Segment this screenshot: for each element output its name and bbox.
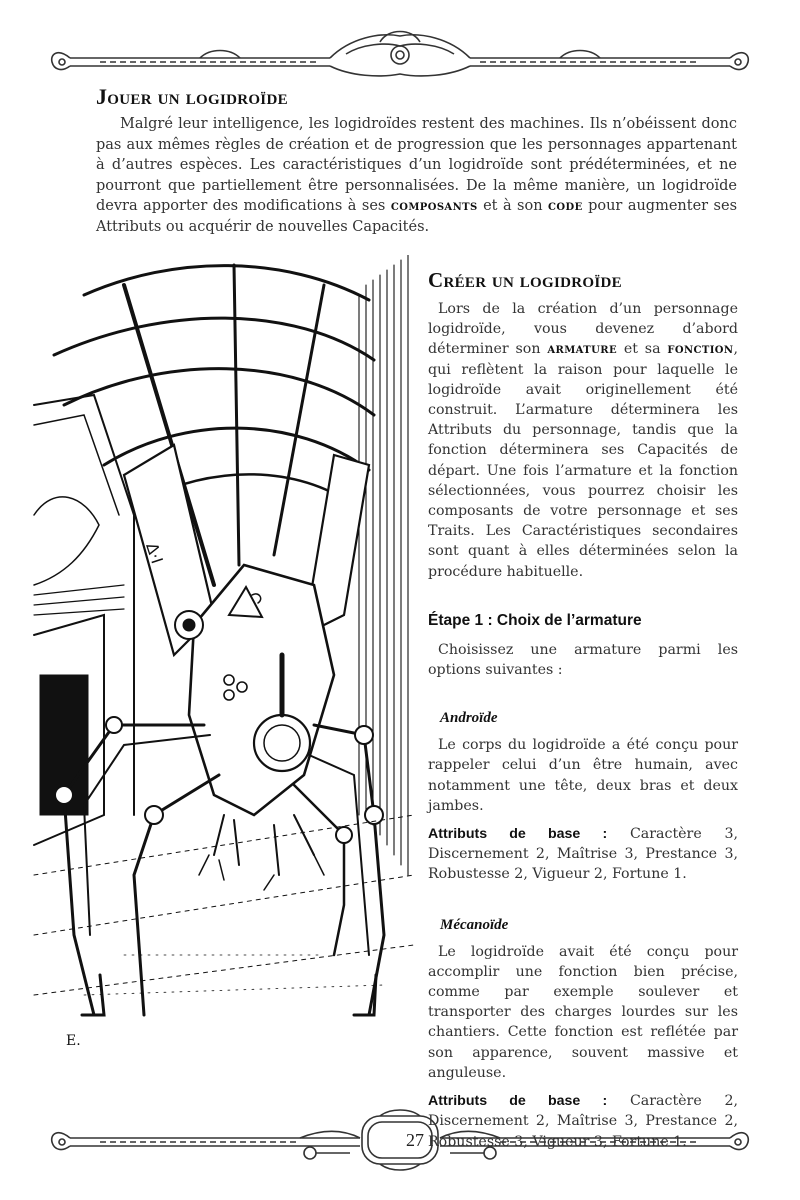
- step-title: Étape 1 : Choix de l’armature: [428, 611, 642, 629]
- attributes-values-mecanoide: Caractère 2, Discernement 2, Maîtrise 3, Prestance 2, Robustesse 3, Vigueur 3, Fortune 1.: [428, 1093, 738, 1150]
- creation-title: Créer un logidroïde: [428, 268, 622, 292]
- intro-title: Jouer un logidroïde: [96, 84, 288, 109]
- page-number: 27: [406, 1130, 424, 1150]
- option-attributes-androide: [428, 824, 738, 885]
- option-description-mecanoide: Le logidroïde avait été conçu pour accomplir une fonction bien précise, comme par exemple soulever et transporter des charges lourdes sur les chantiers. Cette fonction est reflétée par son apparence, souvent massive et anguleuse.: [428, 943, 738, 1081]
- creation-text-3: , qui reflètent la raison pour laquelle le logidroïde avait originellement été construit. L’armature déterminera les Attributs du personnage, tandis que la fonction déterminera ses Capacités de départ. Une fois l’armature et la fonction sélectionnées, vous pourrez choisir les composants de votre personnage et ses Traits. Les Caractéristiques secondaires sont quant à elles déterminées selon la procédure habituelle.: [428, 341, 738, 580]
- option-title-mecanoide: Mécanoïde: [440, 916, 509, 933]
- creation-keyword-armature: armature: [547, 341, 617, 358]
- intro-section: [96, 84, 737, 237]
- intro-keyword-code: code: [548, 197, 583, 214]
- intro-text-3: pour augmenter ses Attributs ou acquérir de nouvelles Capacités.: [96, 198, 738, 235]
- intro-text-2: et à son: [477, 198, 549, 214]
- attributes-values-androide: Caractère 3, Discernement 2, Maîtrise 3, Prestance 3, Robustesse 2, Vigueur 2, Fortune 1.: [428, 826, 738, 883]
- ornamental-border-top: [0, 18, 800, 80]
- logidroid-illustration: [24, 255, 416, 1075]
- option-description-androide: Le corps du logidroïde a été conçu pour rappeler celui d’un être humain, avec notamment une tête, deux bras et deux jambes.: [428, 737, 738, 814]
- step-text: Choisissez une armature parmi les options suivantes :: [428, 641, 738, 679]
- attributes-label-androide: Attributs de base :: [428, 826, 608, 843]
- creation-text-1: Lors de la création d’un personnage logidroïde, vous devenez d’abord déterminer son: [428, 301, 738, 358]
- creation-keyword-fonction: fonction: [667, 341, 734, 358]
- option-title-androide: Androïde: [440, 710, 498, 727]
- intro-keyword-composants: composants: [390, 197, 478, 214]
- intro-paragraph: [96, 114, 737, 237]
- attributes-label-mecanoide: Attributs de base :: [428, 1093, 608, 1110]
- creation-section: [428, 267, 738, 1152]
- intro-text-1: Malgré leur intelligence, les logidroïdes restent des machines. Ils n’obéissent donc pas aux mêmes règles de création et de progression que les personnages appartenant à d’autres espèces. Les caractéristiques d’un logidroïde sont prédéterminées, et ne pourront que partiellement être personnalisées. De la même manière, un logidroïde devra apporter des modifications à ses: [96, 116, 737, 214]
- artist-signature: E.: [66, 1033, 81, 1049]
- fin-marking: Δ·I: [142, 540, 167, 566]
- creation-paragraph: [428, 299, 738, 582]
- creation-text-2: et sa: [616, 341, 668, 358]
